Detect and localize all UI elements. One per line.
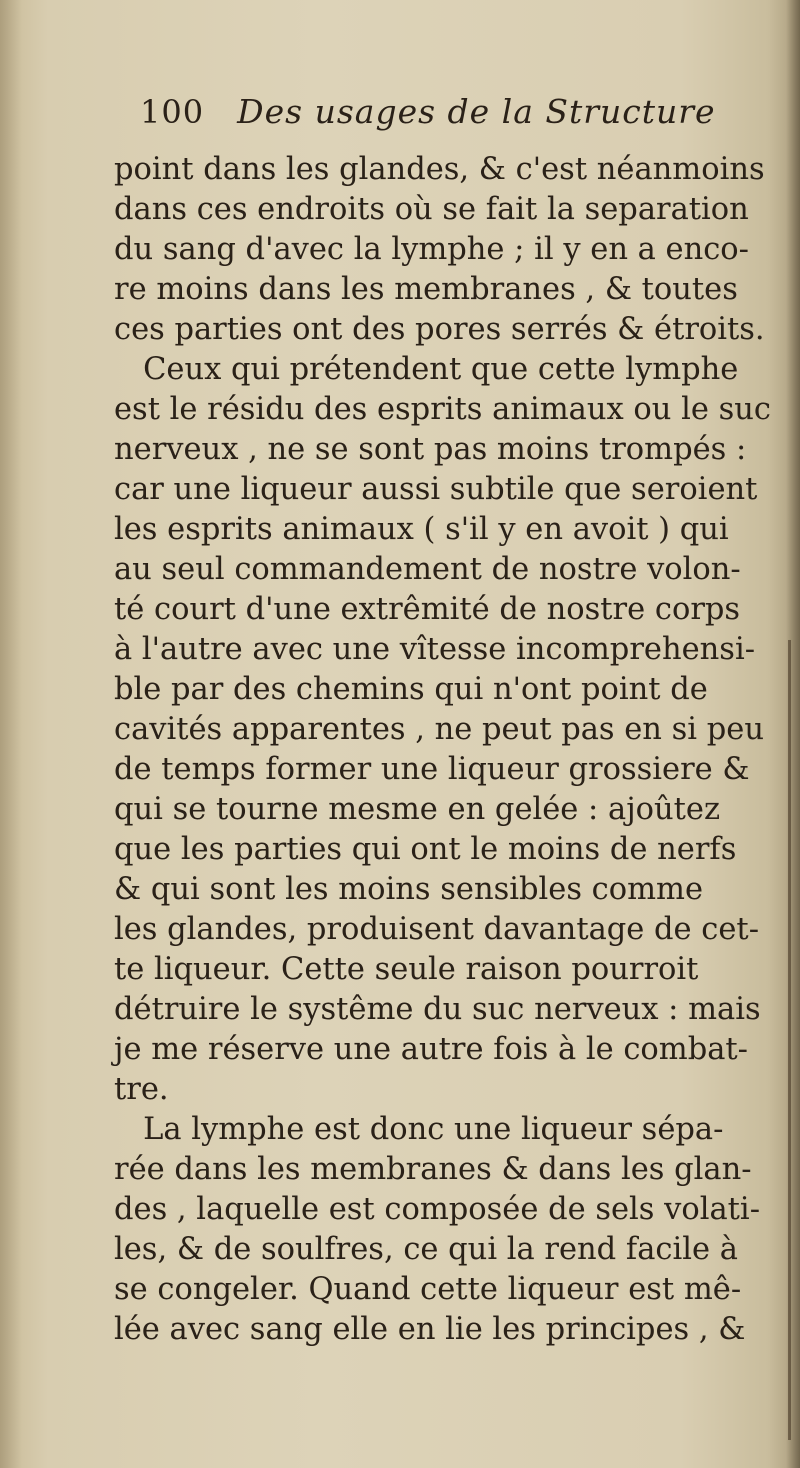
- text-line: Ceux qui prétendent que cette lymphe: [114, 352, 739, 387]
- text-line: te liqueur. Cette seule raison pourroit: [114, 952, 699, 987]
- text-line: ces parties ont des pores serrés & étroits.: [114, 312, 765, 347]
- running-title: Des usages de la Structure: [237, 92, 716, 131]
- text-line: nerveux , ne se sont pas moins trompés :: [114, 432, 747, 467]
- text-line: des , laquelle est composée de sels volati-: [114, 1192, 760, 1227]
- text-line: point dans les glandes, & c'est néanmoins: [114, 152, 765, 187]
- text-line: je me réserve une autre fois à le combat-: [114, 1032, 748, 1067]
- text-line: de temps former une liqueur grossiere &: [114, 752, 750, 787]
- text-line: à l'autre avec une vîtesse incomprehensi-: [114, 632, 756, 667]
- text-line: se congeler. Quand cette liqueur est mê-: [114, 1272, 742, 1307]
- text-line: ble par des chemins qui n'ont point de: [114, 672, 708, 707]
- text-line: détruire le systême du suc nerveux : mais: [114, 992, 761, 1027]
- page-number: 100: [140, 93, 205, 131]
- text-line: que les parties qui ont le moins de nerfs: [114, 832, 737, 867]
- text-line: té court d'une extrêmité de nostre corps: [114, 592, 741, 627]
- text-line: dans ces endroits où se fait la separation: [114, 192, 749, 227]
- text-line: les glandes, produisent davantage de cet-: [114, 912, 759, 947]
- text-line: qui se tourne mesme en gelée : ajoûtez: [114, 792, 721, 827]
- text-line: & qui sont les moins sensibles comme: [114, 872, 704, 907]
- running-header: [140, 92, 716, 140]
- text-line: est le résidu des esprits animaux ou le suc: [114, 392, 771, 427]
- text-line: La lymphe est donc une liqueur sépa-: [114, 1112, 724, 1147]
- text-line: re moins dans les membranes , & toutes: [114, 272, 738, 307]
- page-edge-line: [788, 640, 791, 1440]
- text-line: les esprits animaux ( s'il y en avoit ) qui: [114, 512, 729, 547]
- binding-shadow: [0, 0, 22, 1468]
- text-line: cavités apparentes , ne peut pas en si peu: [114, 712, 764, 747]
- text-line: lée avec sang elle en lie les principes , &: [114, 1312, 746, 1347]
- body-text: [114, 150, 774, 1350]
- text-line: car une liqueur aussi subtile que seroient: [114, 472, 758, 507]
- text-line: au seul commandement de nostre volon-: [114, 552, 741, 587]
- text-line: les, & de soulfres, ce qui la rend facile à: [114, 1232, 738, 1267]
- text-line: rée dans les membranes & dans les glan-: [114, 1152, 752, 1187]
- text-line: tre.: [114, 1072, 169, 1107]
- text-line: du sang d'avec la lymphe ; il y en a enco-: [114, 232, 749, 267]
